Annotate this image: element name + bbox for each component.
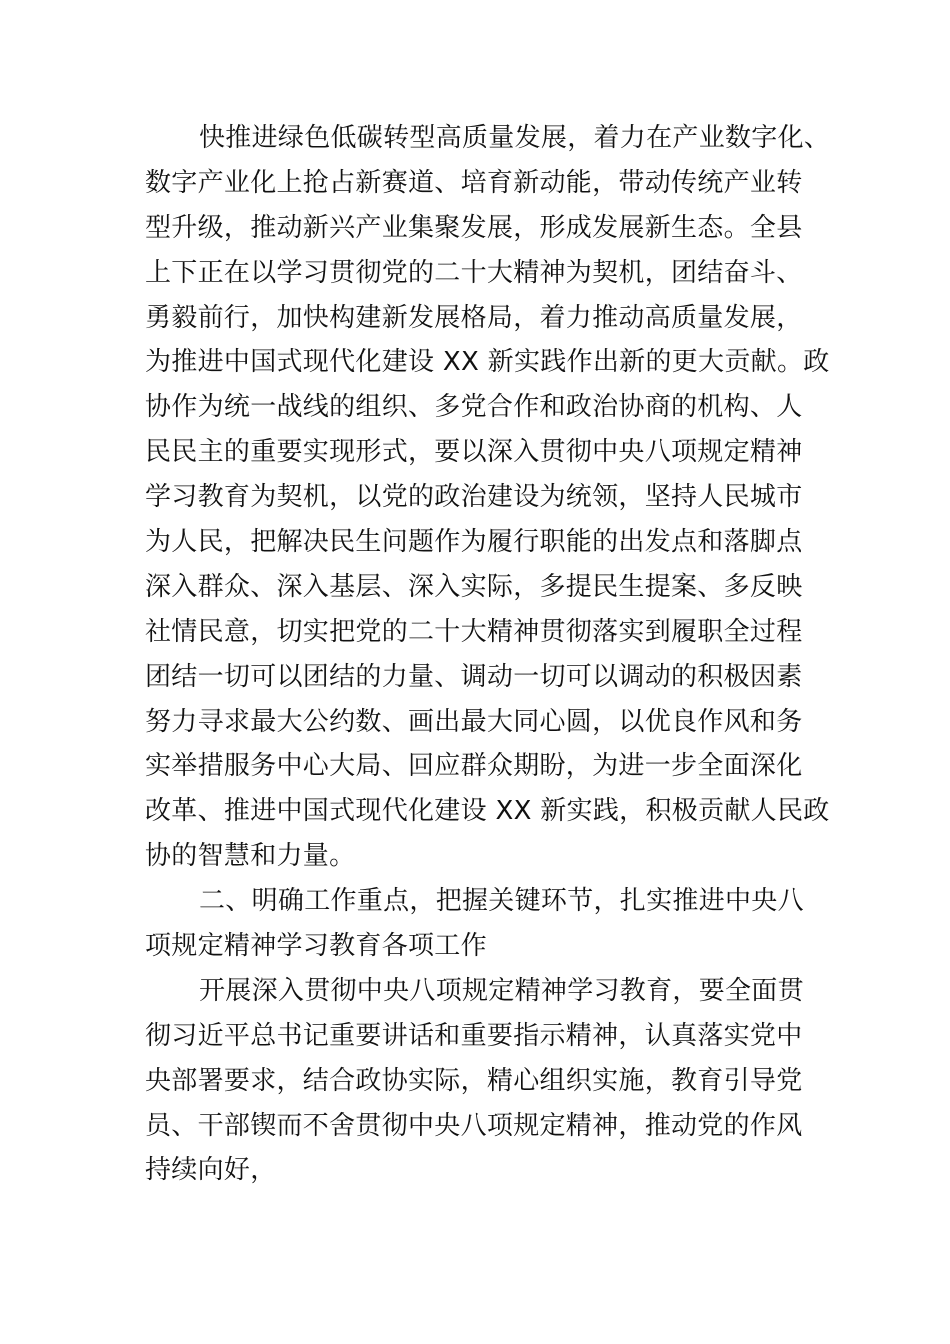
text-line: 团结一切可以团结的力量、调动一切可以调动的积极因素 — [145, 661, 803, 692]
text-line: 快推进绿色低碳转型高质量发展，着力在产业数字化、 — [199, 123, 831, 153]
text-line: 央部署要求，结合政协实际，精心组织实施，教育引导党 — [145, 1065, 803, 1096]
text-line: 持续向好， — [145, 1155, 277, 1186]
text-line: 型升级，推动新兴产业集聚发展，形成发展新生态。全县 — [145, 212, 803, 243]
text-line: 协作为统一战线的组织、多党合作和政治协商的机构、人 — [145, 392, 803, 423]
text-line: 数字产业化上抢占新赛道、培育新动能，带动传统产业转 — [145, 167, 803, 198]
text-line: 社情民意，切实把党的二十大精神贯彻落实到履职全过程 — [145, 616, 803, 647]
text-line: 为推进中国式现代化建设 XX 新实践作出新的更大贡献。政 — [145, 347, 830, 378]
text-line: 民民主的重要实现形式，要以深入贯彻中央八项规定精神 — [145, 437, 803, 468]
text-line: 深入群众、深入基层、深入实际，多提民生提案、多反映 — [145, 571, 803, 602]
text-line: 学习教育为契机，以党的政治建设为统领，坚持人民城市 — [145, 482, 803, 513]
text-line: 勇毅前行，加快构建新发展格局，着力推动高质量发展， — [145, 302, 803, 333]
text-line: 努力寻求最大公约数、画出最大同心圆，以优良作风和务 — [145, 706, 803, 737]
text-line: 改革、推进中国式现代化建设 XX 新实践，积极贡献人民政 — [145, 796, 830, 827]
section-heading-line: 二、明确工作重点，把握关键环节，扎实推进中央八 — [199, 886, 804, 917]
text-line: 为人民，把解决民生问题作为履行职能的出发点和落脚点 — [145, 527, 803, 558]
section-heading-line: 项规定精神学习教育各项工作 — [145, 931, 487, 962]
text-line: 实举措服务中心大局、回应群众期盼，为进一步全面深化 — [145, 751, 803, 782]
text-line: 员、干部锲而不舍贯彻中央八项规定精神，推动党的作风 — [145, 1110, 803, 1141]
text-line: 协的智慧和力量。 — [145, 841, 356, 872]
text-line: 开展深入贯彻中央八项规定精神学习教育，要全面贯 — [199, 975, 804, 1006]
text-line: 上下正在以学习贯彻党的二十大精神为契机，团结奋斗、 — [145, 257, 803, 288]
text-line: 彻习近平总书记重要讲话和重要指示精神，认真落实党中 — [145, 1020, 803, 1051]
document-body — [145, 116, 845, 1193]
